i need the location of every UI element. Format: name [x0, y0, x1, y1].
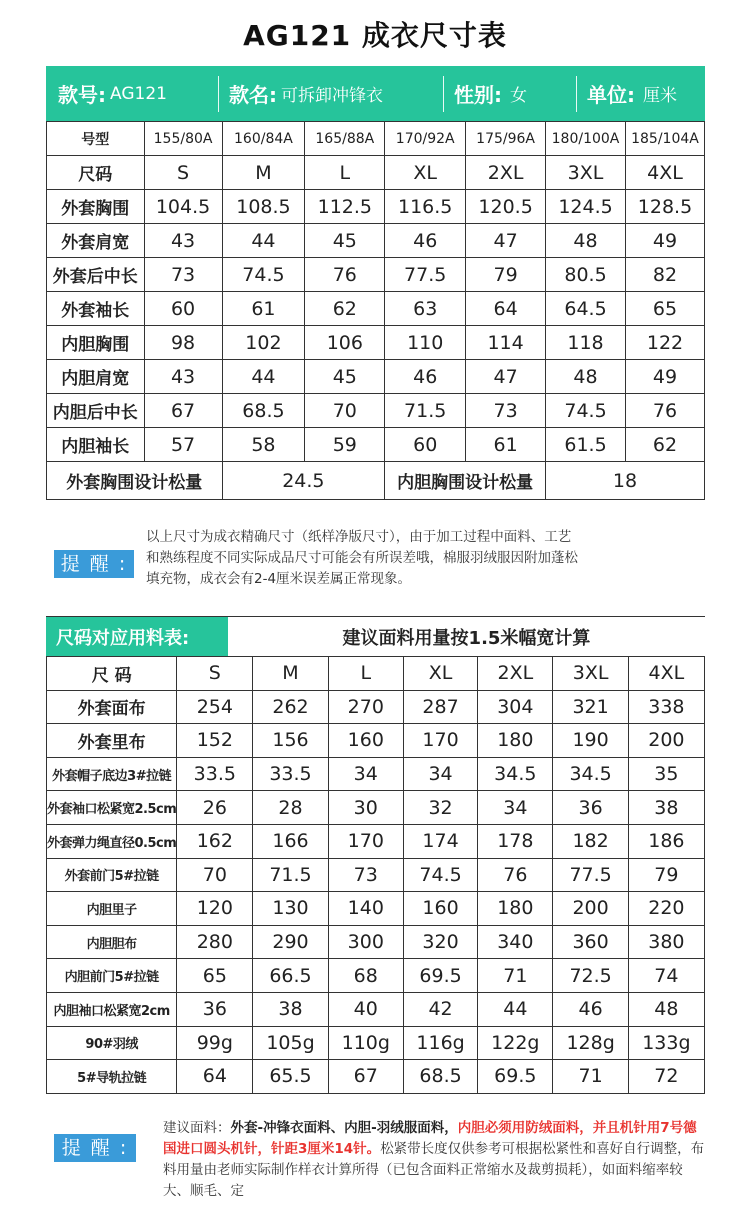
value-cell: 36 — [177, 992, 253, 1026]
value-cell: 156 — [253, 724, 328, 758]
table-row — [47, 258, 705, 292]
value-cell: 34.5 — [478, 757, 553, 791]
value-cell: 180 — [478, 892, 553, 926]
value-cell: 42 — [403, 992, 477, 1026]
value-cell: 262 — [253, 690, 328, 724]
value-cell: 43 — [144, 360, 222, 394]
row-header: 外套肩宽 — [47, 224, 145, 258]
table-row — [47, 394, 705, 428]
fabric-header-note: 建议面料用量按1.5米幅宽计算 — [342, 628, 591, 649]
value-cell: 65 — [177, 959, 253, 993]
value-cell: 60 — [144, 292, 222, 326]
value-cell: 200 — [553, 892, 628, 926]
value-cell: 34 — [328, 757, 403, 791]
value-cell: 46 — [553, 992, 628, 1026]
value-cell: 170 — [403, 724, 477, 758]
value-cell: 76 — [305, 258, 385, 292]
value-cell: 186 — [628, 824, 704, 858]
value-cell: 71.5 — [385, 394, 466, 428]
fabric-note-bold: 外套-冲锋衣面料、内胆-羽绒服面料， — [230, 1120, 458, 1136]
value-cell: 48 — [628, 992, 704, 1026]
value-cell: 122 — [625, 326, 704, 360]
value-cell: 180 — [478, 724, 553, 758]
model-row — [47, 122, 705, 156]
value-cell: 49 — [625, 360, 704, 394]
value-cell: 48 — [546, 360, 626, 394]
row-header: 内胆袖口松紧宽2cm — [47, 992, 177, 1026]
value-cell: 33.5 — [253, 757, 328, 791]
value-cell: 77.5 — [385, 258, 466, 292]
value-cell: 34 — [478, 791, 553, 825]
value-cell: 72 — [628, 1060, 704, 1094]
row-header: 90#羽绒 — [47, 1026, 177, 1060]
value-cell: 130 — [253, 892, 328, 926]
value-cell: 220 — [628, 892, 704, 926]
table-row — [47, 690, 705, 724]
value-cell: 128.5 — [625, 190, 704, 224]
value-cell: 64 — [177, 1060, 253, 1094]
size-row — [47, 156, 705, 190]
value-cell: 160 — [403, 892, 477, 926]
size-cell: 4XL — [628, 657, 704, 691]
size-cell: 3XL — [546, 156, 626, 190]
unit-cell — [577, 66, 705, 121]
value-cell: 60 — [385, 428, 466, 462]
row-header: 外套面布 — [47, 690, 177, 724]
value-cell: 178 — [478, 824, 553, 858]
reminder-line: 以上尺寸为成衣精确尺寸（纸样净版尺寸），由于加工过程中面料、工艺 — [146, 529, 572, 545]
row-header: 外套弹力绳直径0.5cm — [47, 824, 177, 858]
value-cell: 290 — [253, 925, 328, 959]
value-cell: 98 — [144, 326, 222, 360]
value-cell: 77.5 — [553, 858, 628, 892]
value-cell: 74 — [628, 959, 704, 993]
value-cell: 287 — [403, 690, 477, 724]
value-cell: 380 — [628, 925, 704, 959]
value-cell: 170 — [328, 824, 403, 858]
value-cell: 320 — [403, 925, 477, 959]
value-cell: 67 — [144, 394, 222, 428]
value-cell: 166 — [253, 824, 328, 858]
value-cell: 28 — [253, 791, 328, 825]
value-cell: 36 — [553, 791, 628, 825]
value-cell: 304 — [478, 690, 553, 724]
value-cell: 38 — [253, 992, 328, 1026]
value-cell: 44 — [478, 992, 553, 1026]
value-cell: 44 — [222, 360, 305, 394]
model-cell: 175/96A — [466, 122, 546, 156]
model-cell: 185/104A — [625, 122, 704, 156]
divider — [218, 76, 219, 112]
page-title: AG121 成衣尺寸表 — [243, 19, 507, 52]
gender-value: 女 — [510, 86, 527, 106]
value-cell: 73 — [466, 394, 546, 428]
size-cell: S — [144, 156, 222, 190]
value-cell: 35 — [628, 757, 704, 791]
value-cell: 71.5 — [253, 858, 328, 892]
value-cell: 74.5 — [546, 394, 626, 428]
table-row — [47, 824, 705, 858]
value-cell: 73 — [144, 258, 222, 292]
value-cell: 254 — [177, 690, 253, 724]
product-info-bar — [46, 66, 705, 121]
value-cell: 76 — [625, 394, 704, 428]
value-cell: 80.5 — [546, 258, 626, 292]
size-cell: S — [177, 657, 253, 691]
row-header: 外套帽子底边3#拉链 — [47, 757, 177, 791]
gender-label: 性别: — [454, 83, 502, 107]
value-cell: 105g — [253, 1026, 328, 1060]
table-row — [47, 224, 705, 258]
value-cell: 49 — [625, 224, 704, 258]
value-cell: 70 — [177, 858, 253, 892]
size-cell: XL — [403, 657, 477, 691]
value-cell: 59 — [305, 428, 385, 462]
value-cell: 62 — [625, 428, 704, 462]
value-cell: 47 — [466, 360, 546, 394]
model-cell: 180/100A — [546, 122, 626, 156]
name-value: 可拆卸冲锋衣 — [281, 86, 383, 106]
size-cell: 2XL — [466, 156, 546, 190]
size-cell: M — [253, 657, 328, 691]
table-row — [47, 428, 705, 462]
table-row — [47, 1026, 705, 1060]
row-header: 尺 码 — [47, 657, 177, 691]
value-cell: 58 — [222, 428, 305, 462]
size-cell: XL — [385, 156, 466, 190]
row-header: 内胆胸围 — [47, 326, 145, 360]
table-row — [47, 791, 705, 825]
table-row — [47, 892, 705, 926]
row-header: 外套里布 — [47, 724, 177, 758]
unit-value: 厘米 — [643, 86, 677, 106]
table-row — [47, 292, 705, 326]
table-row — [47, 959, 705, 993]
fabric-note-prefix: 建议面料： — [163, 1120, 231, 1136]
value-cell: 45 — [305, 360, 385, 394]
table-row — [47, 858, 705, 892]
value-cell: 160 — [328, 724, 403, 758]
reminder-badge-2: 提 醒 : — [54, 1134, 136, 1162]
table-row — [47, 724, 705, 758]
value-cell: 43 — [144, 224, 222, 258]
value-cell: 40 — [328, 992, 403, 1026]
value-cell: 74.5 — [222, 258, 305, 292]
size-cell: 2XL — [478, 657, 553, 691]
value-cell: 174 — [403, 824, 477, 858]
table-row — [47, 360, 705, 394]
value-cell: 82 — [625, 258, 704, 292]
fabric-note-warning: 内胆必须用防绒面料，并且机针用7号德国进口圆头机针，针距3厘米14针。 — [163, 1120, 697, 1157]
value-cell: 68.5 — [403, 1060, 477, 1094]
row-header: 内胆袖长 — [47, 428, 145, 462]
size-cell: L — [328, 657, 403, 691]
row-header: 内胆前门5#拉链 — [47, 959, 177, 993]
value-cell: 65 — [625, 292, 704, 326]
table-row — [47, 925, 705, 959]
size-cell: 4XL — [625, 156, 704, 190]
value-cell: 62 — [305, 292, 385, 326]
ease-inner-value: 18 — [546, 462, 705, 500]
table-row — [47, 1060, 705, 1094]
value-cell: 340 — [478, 925, 553, 959]
value-cell: 69.5 — [403, 959, 477, 993]
value-cell: 112.5 — [305, 190, 385, 224]
value-cell: 76 — [478, 858, 553, 892]
row-header: 外套后中长 — [47, 258, 145, 292]
value-cell: 64.5 — [546, 292, 626, 326]
model-cell: 155/80A — [144, 122, 222, 156]
table-row — [47, 992, 705, 1026]
value-cell: 71 — [478, 959, 553, 993]
value-cell: 69.5 — [478, 1060, 553, 1094]
value-cell: 67 — [328, 1060, 403, 1094]
value-cell: 45 — [305, 224, 385, 258]
value-cell: 128g — [553, 1026, 628, 1060]
model-cell: 170/92A — [385, 122, 466, 156]
name-cell — [219, 66, 443, 121]
value-cell: 61 — [222, 292, 305, 326]
value-cell: 32 — [403, 791, 477, 825]
fabric-table — [46, 656, 705, 1094]
row-header: 内胆里子 — [47, 892, 177, 926]
value-cell: 124.5 — [546, 190, 626, 224]
reminder-note — [146, 527, 706, 590]
value-cell: 133g — [628, 1026, 704, 1060]
value-cell: 26 — [177, 791, 253, 825]
value-cell: 152 — [177, 724, 253, 758]
fabric-note — [163, 1118, 708, 1202]
row-header: 外套袖口松紧宽2.5cm — [47, 791, 177, 825]
fabric-note-rest: 松紧带长度仅供参考可根据松紧性和喜好自行调整，布料用量由老师实际制作样衣计算所得（已包含面料正常缩水及裁剪损耗），如面料缩率较大、顺毛、定 — [163, 1141, 705, 1199]
table-row — [47, 757, 705, 791]
value-cell: 44 — [222, 224, 305, 258]
value-cell: 61 — [466, 428, 546, 462]
value-cell: 190 — [553, 724, 628, 758]
gender-cell — [444, 66, 576, 121]
value-cell: 47 — [466, 224, 546, 258]
value-cell: 360 — [553, 925, 628, 959]
value-cell: 116g — [403, 1026, 477, 1060]
value-cell: 140 — [328, 892, 403, 926]
ease-inner-label: 内胆胸围设计松量 — [385, 462, 546, 500]
value-cell: 30 — [328, 791, 403, 825]
value-cell: 68 — [328, 959, 403, 993]
value-cell: 68.5 — [222, 394, 305, 428]
value-cell: 120 — [177, 892, 253, 926]
value-cell: 34.5 — [553, 757, 628, 791]
row-header: 外套前门5#拉链 — [47, 858, 177, 892]
value-cell: 104.5 — [144, 190, 222, 224]
reminder-badge: 提 醒 : — [54, 550, 134, 578]
value-cell: 46 — [385, 224, 466, 258]
value-cell: 300 — [328, 925, 403, 959]
reminder-line: 和熟练程度不同实际成品尺寸可能会有所误差哦，棉服羽绒服因附加蓬松 — [146, 550, 578, 566]
row-header: 号型 — [47, 122, 145, 156]
value-cell: 108.5 — [222, 190, 305, 224]
table-row — [47, 190, 705, 224]
value-cell: 48 — [546, 224, 626, 258]
value-cell: 72.5 — [553, 959, 628, 993]
value-cell: 34 — [403, 757, 477, 791]
value-cell: 102 — [222, 326, 305, 360]
value-cell: 110 — [385, 326, 466, 360]
size-cell: 3XL — [553, 657, 628, 691]
size-cell: M — [222, 156, 305, 190]
value-cell: 120.5 — [466, 190, 546, 224]
value-cell: 106 — [305, 326, 385, 360]
value-cell: 338 — [628, 690, 704, 724]
style-no-label: 款号: — [58, 83, 106, 107]
value-cell: 65.5 — [253, 1060, 328, 1094]
fabric-header-label: 尺码对应用料表: — [46, 617, 228, 657]
value-cell: 70 — [305, 394, 385, 428]
model-cell: 160/84A — [222, 122, 305, 156]
unit-label: 单位: — [587, 83, 635, 107]
value-cell: 38 — [628, 791, 704, 825]
value-cell: 63 — [385, 292, 466, 326]
value-cell: 270 — [328, 690, 403, 724]
size-cell: L — [305, 156, 385, 190]
value-cell: 99g — [177, 1026, 253, 1060]
row-header: 外套胸围 — [47, 190, 145, 224]
value-cell: 71 — [553, 1060, 628, 1094]
size-table — [46, 121, 705, 500]
value-cell: 110g — [328, 1026, 403, 1060]
divider — [443, 76, 444, 112]
value-cell: 118 — [546, 326, 626, 360]
value-cell: 162 — [177, 824, 253, 858]
ease-row — [47, 462, 705, 500]
value-cell: 79 — [466, 258, 546, 292]
value-cell: 116.5 — [385, 190, 466, 224]
value-cell: 57 — [144, 428, 222, 462]
row-header: 内胆胆布 — [47, 925, 177, 959]
value-cell: 73 — [328, 858, 403, 892]
size-row — [47, 657, 705, 691]
row-header: 外套袖长 — [47, 292, 145, 326]
table-row — [47, 326, 705, 360]
style-no-value: AG121 — [110, 83, 167, 104]
row-header: 尺码 — [47, 156, 145, 190]
value-cell: 122g — [478, 1026, 553, 1060]
value-cell: 182 — [553, 824, 628, 858]
value-cell: 200 — [628, 724, 704, 758]
value-cell: 33.5 — [177, 757, 253, 791]
row-header: 5#导轨拉链 — [47, 1060, 177, 1094]
value-cell: 79 — [628, 858, 704, 892]
row-header: 内胆后中长 — [47, 394, 145, 428]
value-cell: 280 — [177, 925, 253, 959]
fabric-header — [46, 616, 705, 657]
style-no-cell — [46, 66, 218, 121]
divider — [576, 76, 577, 112]
model-cell: 165/88A — [305, 122, 385, 156]
value-cell: 74.5 — [403, 858, 477, 892]
reminder-line: 填充物，成衣会有2-4厘米误差属正常现象。 — [146, 571, 412, 587]
value-cell: 64 — [466, 292, 546, 326]
value-cell: 66.5 — [253, 959, 328, 993]
value-cell: 321 — [553, 690, 628, 724]
value-cell: 114 — [466, 326, 546, 360]
name-label: 款名: — [229, 83, 277, 107]
value-cell: 61.5 — [546, 428, 626, 462]
ease-outer-value: 24.5 — [222, 462, 385, 500]
row-header: 内胆肩宽 — [47, 360, 145, 394]
value-cell: 46 — [385, 360, 466, 394]
ease-outer-label: 外套胸围设计松量 — [47, 462, 223, 500]
